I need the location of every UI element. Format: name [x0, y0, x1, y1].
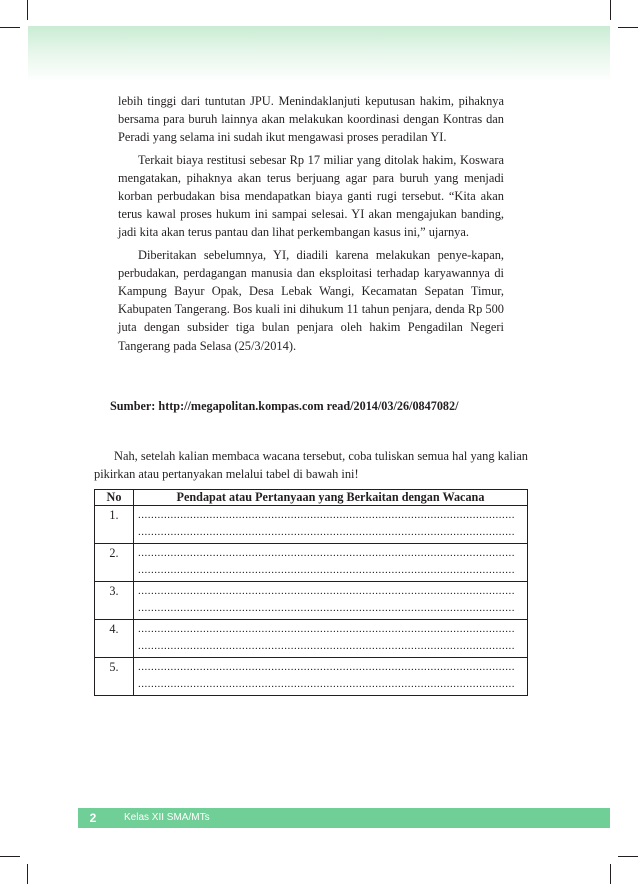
column-header-opinion: Pendapat atau Pertanyaan yang Berkaitan dengan Wacana	[134, 490, 528, 506]
table-row	[95, 544, 528, 582]
answer-field[interactable]	[134, 620, 528, 658]
dotted-line: ....................................................................................................................	[138, 678, 515, 690]
crop-mark	[618, 27, 638, 28]
table-header-row	[95, 490, 528, 506]
answer-field[interactable]	[134, 582, 528, 620]
dotted-line: ....................................................................................................................	[138, 509, 515, 521]
dotted-line: ....................................................................................................................	[138, 602, 515, 614]
answer-field[interactable]	[134, 658, 528, 696]
answer-field[interactable]	[134, 506, 528, 544]
crop-mark	[27, 0, 28, 20]
dotted-line: ....................................................................................................................	[138, 526, 515, 538]
table-row	[95, 620, 528, 658]
row-number: 3.	[95, 582, 134, 620]
article-body	[118, 92, 504, 355]
crop-mark	[610, 864, 611, 884]
row-number: 5.	[95, 658, 134, 696]
row-number: 4.	[95, 620, 134, 658]
dotted-line: ....................................................................................................................	[138, 623, 515, 635]
column-header-no: No	[95, 490, 134, 506]
table-row	[95, 658, 528, 696]
dotted-line: ....................................................................................................................	[138, 585, 515, 597]
page-number: 2	[78, 808, 108, 828]
row-number: 1.	[95, 506, 134, 544]
footer-book-title: Kelas XII SMA/MTs	[124, 812, 210, 823]
table-row	[95, 506, 528, 544]
header-band	[28, 26, 610, 82]
row-number: 2.	[95, 544, 134, 582]
article-paragraph: Diberitakan sebelumnya, YI, diadili karena melakukan penye-kapan, perbudakan, perdagangan manusia dan eksploitasi terhadap karyawannya di Kampung Bayur Opak, Desa Lebak Wangi, Kecamatan Sepatan Timur, Kabupaten Tangerang. Bos kuali ini dihukum 11 tahun penjara, denda Rp 500 juta dengan subsider tiga bulan penjara oleh hakim Pengadilan Negeri Tangerang pada Selasa (25/3/2014).	[118, 247, 504, 353]
source-citation: Sumber: http://megapolitan.kompas.com read/2014/03/26/0847082/	[110, 399, 459, 413]
table-row	[95, 582, 528, 620]
crop-mark	[27, 864, 28, 884]
dotted-line: ....................................................................................................................	[138, 547, 515, 559]
dotted-line: ....................................................................................................................	[138, 640, 515, 652]
crop-mark	[0, 27, 20, 28]
answer-field[interactable]	[134, 544, 528, 582]
instruction-text: Nah, setelah kalian membaca wacana tersebut, coba tuliskan semua hal yang kalian pikirkan atau pertanyakan melalui tabel di bawah ini!	[94, 449, 528, 481]
crop-mark	[618, 856, 638, 857]
crop-mark	[0, 856, 20, 857]
dotted-line: ....................................................................................................................	[138, 661, 515, 673]
dotted-line: ....................................................................................................................	[138, 564, 515, 576]
article-paragraph: Terkait biaya restitusi sebesar Rp 17 miliar yang ditolak hakim, Koswara mengatakan, pihaknya akan terus berjuang agar para buruh yang menjadi korban perbudakan bisa mendapatkan biaya ganti rugi tersebut. “Kita akan terus kawal proses hukum ini sampai selesai. YI akan mengajukan banding, jadi kita akan terus pantau dan lihat perkembangan kasus ini,” ujarnya.	[118, 152, 504, 240]
response-table	[94, 489, 528, 696]
article-paragraph: lebih tinggi dari tuntutan JPU. Menindaklanjuti keputusan hakim, pihaknya bersama para buruh lainnya akan melakukan koordinasi dengan Kontras dan Peradi yang selama ini sudah ikut mengawasi proses peradilan YI.	[118, 94, 504, 145]
crop-mark	[610, 0, 611, 20]
